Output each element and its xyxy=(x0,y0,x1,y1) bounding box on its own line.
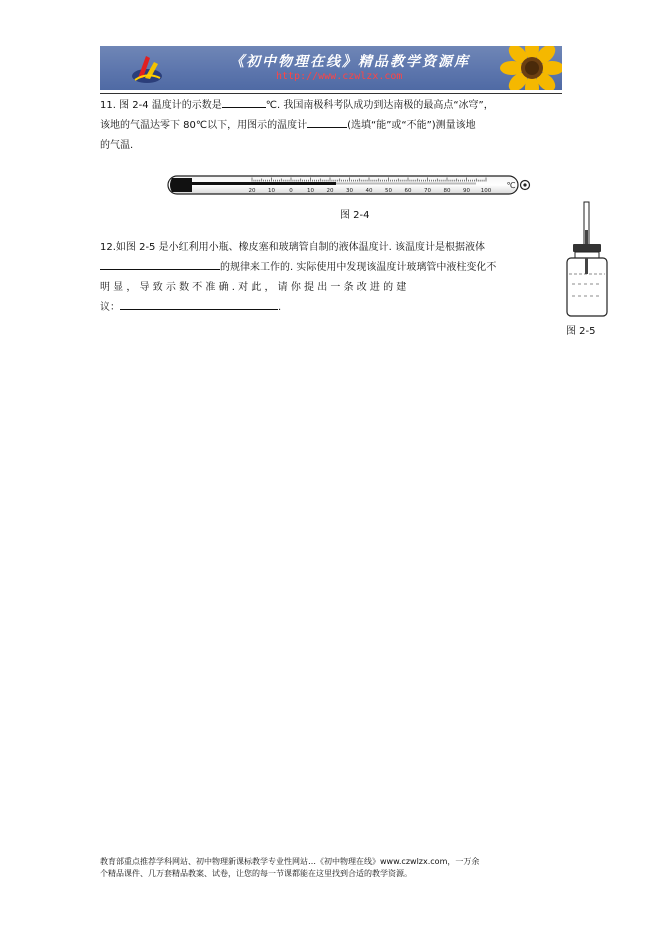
thermometer-tick-label: 70 xyxy=(424,188,431,194)
header-rule xyxy=(100,93,562,94)
q12-line-4: 议： . xyxy=(100,298,560,318)
thermometer-tick-label: 40 xyxy=(365,188,373,194)
q11-line-3: 的气温. xyxy=(100,140,134,151)
header-banner xyxy=(100,46,562,90)
q11-blank-1[interactable] xyxy=(222,96,266,108)
thermometer-tick-label: 20 xyxy=(248,188,256,194)
thermometer-tick-label: 60 xyxy=(404,188,412,194)
q11-line-1: 11. 图 2-4 温度计的示数是 ℃. 我国南极科考队成功到达南极的最高点“冰穹”， xyxy=(100,96,560,116)
thermometer-tick-label: 0 xyxy=(289,188,293,194)
thermometer-tick-label: 80 xyxy=(443,188,451,194)
sunflower-icon xyxy=(492,46,562,90)
logo-icon xyxy=(130,52,164,86)
bottle-thermometer-figure xyxy=(564,200,612,320)
header-title: 《初中物理在线》精品教学资源库 xyxy=(230,54,470,70)
q12-blank-1[interactable] xyxy=(100,258,220,270)
q11-blank-2[interactable] xyxy=(307,116,347,128)
q11-line-2: 该地的气温达零下 80℃以下，用图示的温度计 (选填“能”或“不能”)测量该地 xyxy=(100,116,560,136)
header-url[interactable]: http://www.czwlzx.com xyxy=(276,71,403,82)
footer-line-2: 个精品课件、几万套精品教案、试卷，让您的每一节课都能在这里找到合适的教学资源。 xyxy=(100,869,412,878)
thermometer-tick-label: 20 xyxy=(326,188,334,194)
thermometer-tick-label: 50 xyxy=(385,188,392,194)
question-11 xyxy=(100,96,560,156)
thermometer-tick-label: 30 xyxy=(346,188,353,194)
figure-2-5-caption: 图 2-5 xyxy=(566,326,596,337)
footer xyxy=(100,856,570,880)
thermometer-tick-label: 90 xyxy=(463,188,470,194)
footer-line-1: 教育部重点推荐学科网站、初中物理新课标教学专业性网站…《初中物理在线》www.czwlzx.com，一万余 xyxy=(100,857,480,866)
thermometer-figure xyxy=(166,172,532,198)
q12-line-3: 明 显 ， 导 致 示 数 不 准 确 . 对 此 ， 请 你 提 出 一 条 改 进 的 建 xyxy=(100,282,407,293)
figure-2-4-caption: 图 2-4 xyxy=(340,210,370,221)
thermometer-tick-label: 100 xyxy=(480,188,492,194)
q12-line-1: 12.如图 2-5 是小红利用小瓶、橡皮塞和玻璃管自制的液体温度计. 该温度计是根据液体 xyxy=(100,242,485,253)
q12-blank-2[interactable] xyxy=(120,298,278,310)
thermometer-tick-label: 10 xyxy=(268,188,275,194)
q12-line-2: 的规律来工作的. 实际使用中发现该温度计玻璃管中液柱变化不 xyxy=(100,258,560,278)
thermometer-tick-label: 10 xyxy=(307,188,314,194)
question-12 xyxy=(100,238,560,318)
thermometer-unit: ℃ xyxy=(506,181,516,190)
